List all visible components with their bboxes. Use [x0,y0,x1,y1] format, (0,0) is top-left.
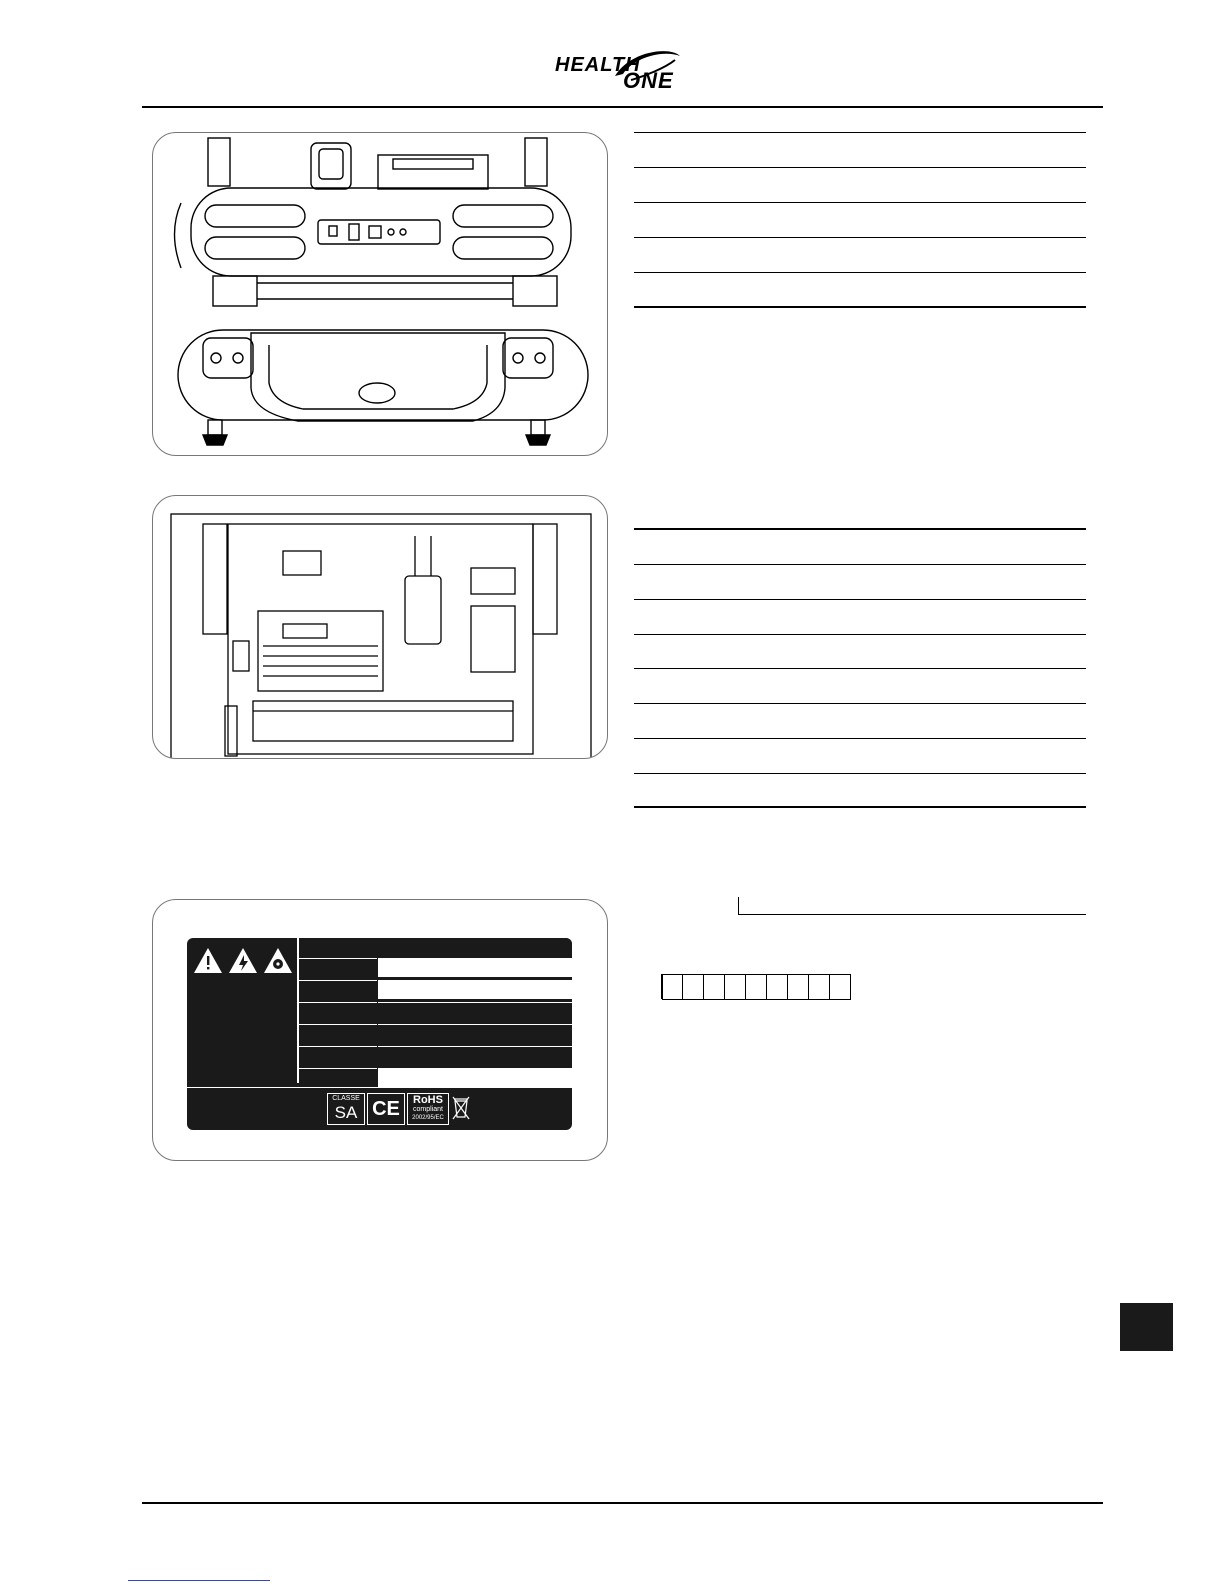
plate-value-3 [378,980,572,999]
weee-bin-icon [451,1093,471,1123]
table2-rule-5 [634,668,1086,669]
brand-logo [555,46,695,96]
ce-mark: CE [367,1093,405,1125]
table2-rule-4 [634,634,1086,635]
serial-digit-box [830,974,851,1000]
rohs-title: RoHS [413,1094,443,1106]
plate-key-4 [299,1002,377,1022]
electric-hazard-icon [229,948,257,973]
table2-rule-8 [634,773,1086,774]
serial-digit-box [767,974,788,1000]
figure-panel-internal-view [152,495,608,759]
table2-rule-6 [634,703,1086,704]
table1-rule-2 [634,167,1086,168]
table1-rule-3 [634,202,1086,203]
footer-link-underline[interactable] [128,1580,270,1581]
rohs-sub: compliant [413,1106,443,1113]
serial-digit-box [725,974,746,1000]
table1-rule-6 [634,306,1086,308]
table2-rule-7 [634,738,1086,739]
logo-text-one: ONE [623,68,674,93]
rohs-directive: 2002/95/EC [412,1115,444,1121]
table2-rule-9 [634,806,1086,808]
class-sa-mark [327,1093,365,1125]
plate-value-6 [378,1046,572,1066]
motor-compartment-drawing [153,496,607,758]
plate-value-7 [378,1068,572,1087]
plate-key-5 [299,1024,377,1044]
plate-value-1 [378,938,572,957]
table1-rule-1 [634,132,1086,133]
table2-rule-2 [634,564,1086,565]
serial-digit-box [704,974,725,1000]
plate-key-6 [299,1046,377,1066]
model-field-tick [738,897,739,915]
plate-value-5 [378,1024,572,1044]
plate-key-3 [299,980,377,1000]
table1-rule-5 [634,272,1086,273]
logo-text-health: HEALTH [555,54,641,76]
plate-key-7 [299,1068,377,1088]
hazard-icons [193,946,293,976]
figure-panel-front-view [152,132,608,456]
plate-value-2 [378,958,572,977]
fan-hazard-icon [264,948,292,973]
footer-rule [142,1502,1103,1504]
page-section-tab [1120,1303,1173,1351]
class-caption: CLASSE [332,1095,360,1102]
rating-plate [187,938,572,1130]
serial-digit-box [662,974,683,1000]
model-field-line [738,914,1086,915]
class-value: SA [334,1103,358,1122]
serial-digit-box [809,974,830,1000]
plate-value-4 [378,1002,572,1022]
serial-digit-box [788,974,809,1000]
treadmill-front-rear-drawing [153,133,607,455]
header-rule [142,106,1103,108]
warning-triangle-icon [194,948,222,973]
plate-bottom-rule [187,1087,572,1088]
rohs-mark [407,1093,449,1125]
table2-rule-1 [634,528,1086,530]
serial-digit-box [746,974,767,1000]
table2-rule-3 [634,599,1086,600]
serial-digit-box [683,974,704,1000]
plate-key-2 [299,958,377,978]
table1-rule-4 [634,237,1086,238]
